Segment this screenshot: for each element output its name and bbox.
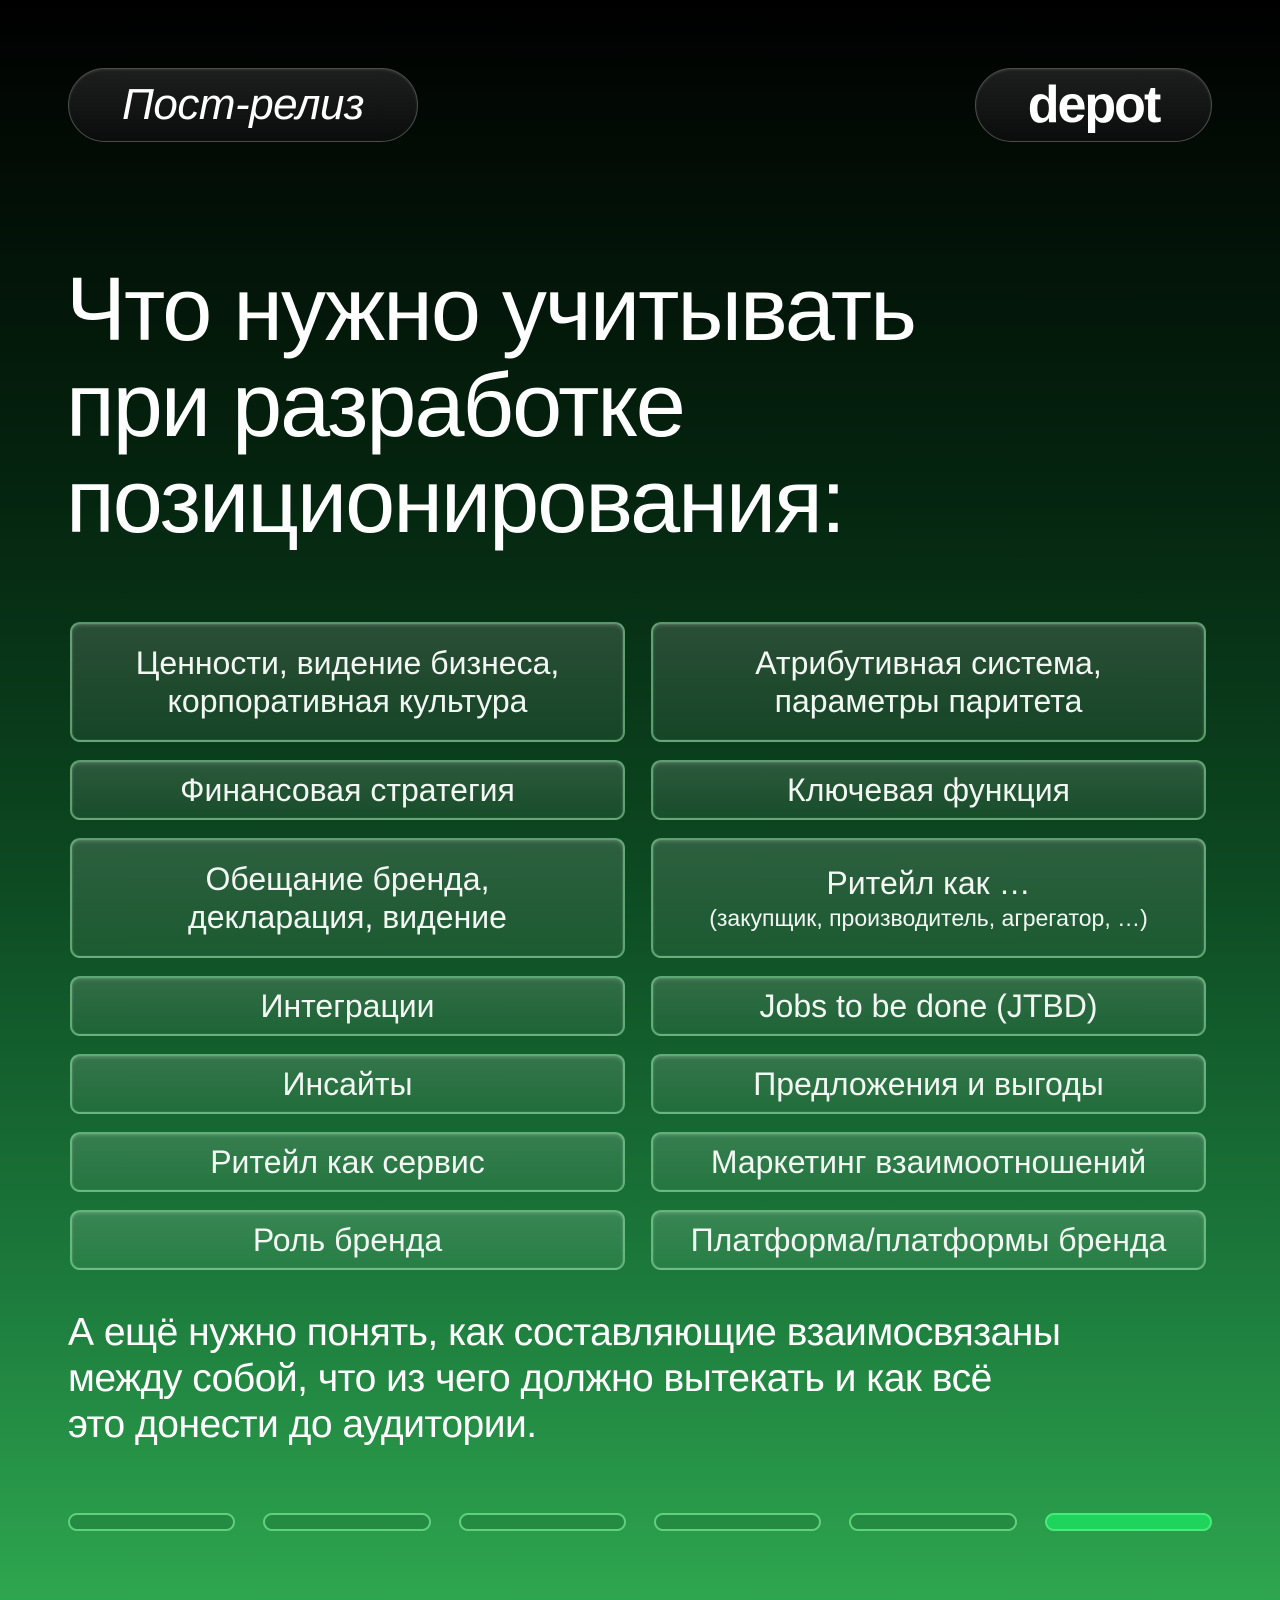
factors-grid xyxy=(70,622,1206,1288)
factor-line: Обещание бренда, xyxy=(205,861,490,897)
factor-line: Маркетинг взаимоотношений xyxy=(710,1144,1147,1180)
brand-logo xyxy=(975,68,1212,142)
factor-offers-benefits xyxy=(651,1054,1206,1114)
brand-logo-text: depot xyxy=(1027,76,1160,134)
headline-line-3: позиционирования: xyxy=(66,452,844,552)
factor-line: параметры паритета xyxy=(774,683,1083,719)
footer-line-1: А ещё нужно понять, как составляющие взаимосвязаны xyxy=(68,1311,1061,1354)
factor-integrations xyxy=(70,976,625,1036)
factor-key-function xyxy=(651,760,1206,820)
factor-retail-as-service xyxy=(70,1132,625,1192)
factor-subline: (закупщик, производитель, агрегатор, …) xyxy=(709,905,1148,931)
factor-line: Атрибутивная система, xyxy=(755,645,1102,681)
headline xyxy=(66,262,1166,550)
factor-line: Ключевая функция xyxy=(787,772,1070,808)
factor-line: Предложения и выгоды xyxy=(753,1066,1104,1102)
factor-brand-role xyxy=(70,1210,625,1270)
grid-row xyxy=(70,760,1206,820)
factor-line: Интеграции xyxy=(260,988,435,1024)
grid-row xyxy=(70,838,1206,958)
factor-line: Платформа/платформы бренда xyxy=(690,1222,1167,1258)
grid-row xyxy=(70,622,1206,742)
post-release-tag-label: Пост-релиз xyxy=(122,80,364,129)
footer-note xyxy=(68,1310,1218,1448)
footer-line-2: между собой, что из чего должно вытекать и как всё xyxy=(68,1357,992,1400)
factor-line: Финансовая стратегия xyxy=(180,772,515,808)
grid-row xyxy=(70,1132,1206,1192)
factor-line: Ритейл как … xyxy=(826,865,1031,901)
post-release-tag xyxy=(68,68,418,142)
factor-values-vision-culture xyxy=(70,622,625,742)
progress-segment-active xyxy=(1045,1513,1212,1531)
factor-line: декларация, видение xyxy=(188,899,507,935)
grid-row xyxy=(70,1054,1206,1114)
factor-line: Роль бренда xyxy=(252,1222,443,1258)
factor-attribute-system xyxy=(651,622,1206,742)
factor-line: Jobs to be done (JTBD) xyxy=(759,988,1098,1024)
progress-segment xyxy=(849,1513,1016,1531)
progress-segment xyxy=(68,1513,235,1531)
grid-row xyxy=(70,1210,1206,1270)
headline-line-1: Что нужно учитывать xyxy=(66,260,915,360)
footer-line-3: это донести до аудитории. xyxy=(68,1403,537,1446)
progress-segment xyxy=(654,1513,821,1531)
headline-line-2: при разработке xyxy=(66,356,684,456)
progress-segment xyxy=(263,1513,430,1531)
factor-line: Ценности, видение бизнеса, xyxy=(135,645,560,681)
factor-line: Ритейл как сервис xyxy=(210,1144,485,1180)
factor-line: корпоративная культура xyxy=(167,683,528,719)
factor-brand-platform xyxy=(651,1210,1206,1270)
factor-jtbd xyxy=(651,976,1206,1036)
grid-row xyxy=(70,976,1206,1036)
progress-segment xyxy=(459,1513,626,1531)
slide-progress-indicator xyxy=(68,1513,1212,1531)
factor-line: Инсайты xyxy=(282,1066,413,1102)
factor-relationship-marketing xyxy=(651,1132,1206,1192)
factor-financial-strategy xyxy=(70,760,625,820)
factor-insights xyxy=(70,1054,625,1114)
factor-brand-promise xyxy=(70,838,625,958)
factor-retail-as xyxy=(651,838,1206,958)
